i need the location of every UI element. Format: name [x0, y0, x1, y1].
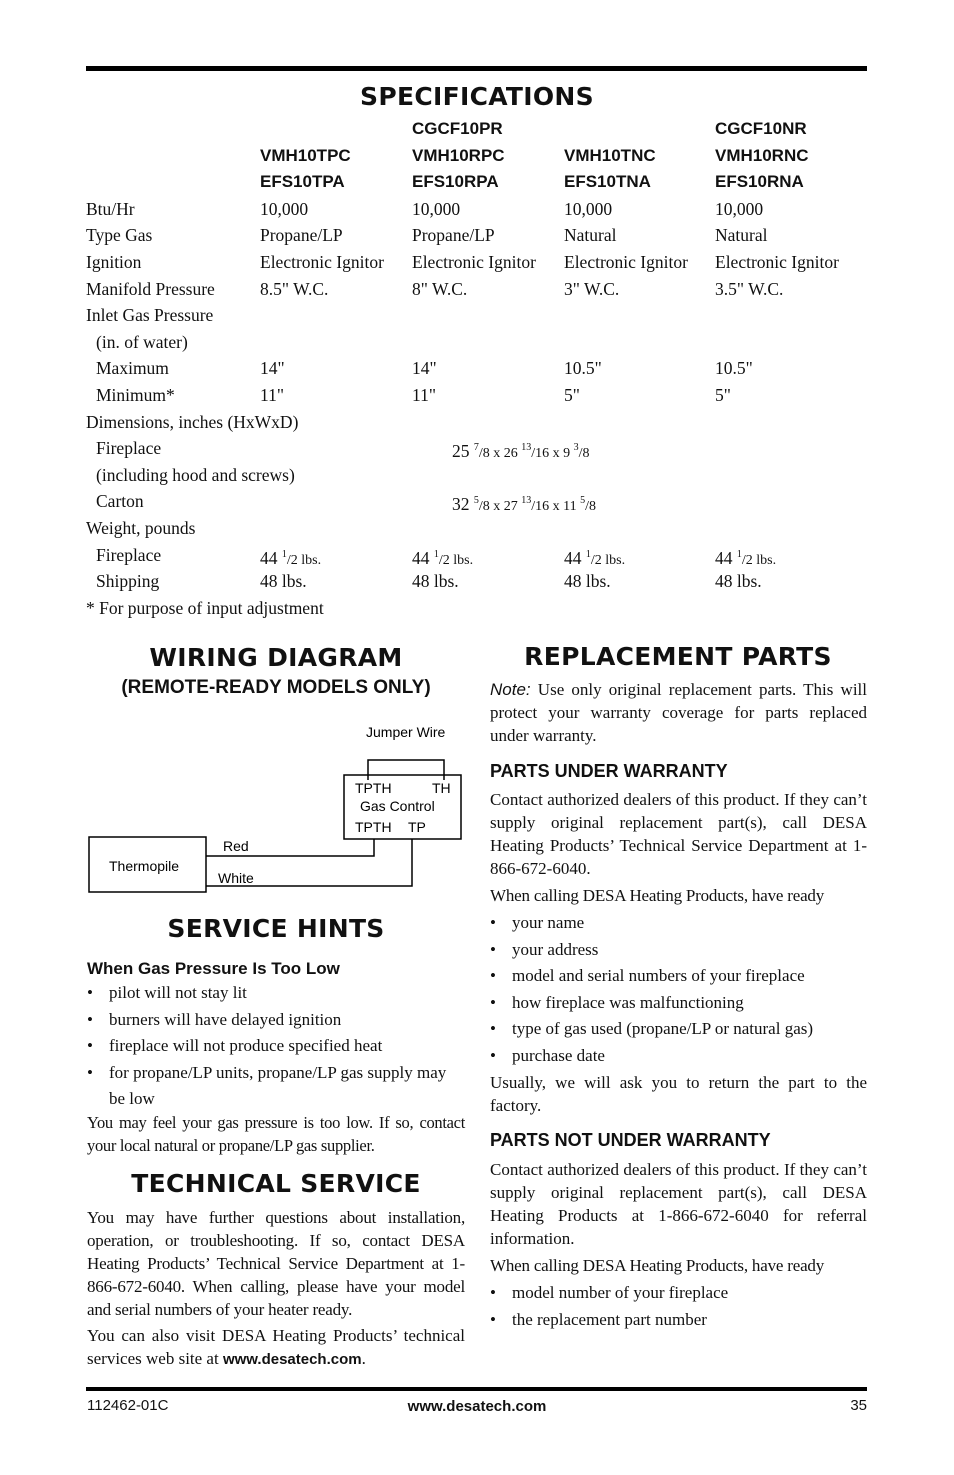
spec-value: 3" W.C. — [564, 278, 620, 299]
spec-label: Ignition — [86, 252, 142, 272]
spec-value: 10,000 — [260, 198, 309, 219]
weight-shipping-value: 48 lbs. — [412, 571, 459, 592]
list-item: • model number of your fireplace — [490, 1280, 867, 1307]
technical-service-paragraph-1: You may have further questions about installation, operation, or troubleshooting. If so, contact DESA Heating Products’ Technical Service Department at 1-866-672-6040. When calling, please have your model and serial numbers of your heater ready. — [87, 1208, 465, 1319]
weight-fireplace-value-part: /2 lbs. — [741, 552, 777, 568]
spec-value: Electronic Ignitor — [564, 252, 688, 272]
weight-fireplace-value-part: 44 — [412, 547, 434, 568]
spec-value: 10.5" — [564, 358, 602, 379]
list-item: • pilot will not stay lit — [87, 980, 465, 1007]
model-number: VMH10TNC — [564, 145, 656, 165]
spec-row — [86, 276, 867, 302]
th-label: TH — [432, 780, 451, 796]
parts-under-warranty-title: PARTS UNDER WARRANTY — [490, 761, 728, 781]
list-item: • the replacement part number — [490, 1307, 867, 1334]
weight-shipping-value: 48 lbs. — [715, 571, 762, 592]
spec-row — [86, 196, 867, 222]
service-hints-list — [87, 980, 465, 1113]
model-number: VMH10RPC — [412, 145, 505, 165]
dims-carton-value-part: 32 — [452, 494, 474, 515]
spec-value: Natural — [564, 225, 617, 246]
dims-carton-value-part: /8 — [585, 499, 597, 515]
spec-value: 8.5" W.C. — [260, 278, 329, 299]
spec-value: 5" — [715, 385, 731, 405]
desatech-link[interactable]: www.desatech.com — [222, 1351, 362, 1368]
dims-carton-value-part: /8 x 27 — [478, 499, 522, 515]
parts-not-under-warranty-ready: When calling DESA Heating Products, have ready — [490, 1256, 825, 1275]
list-item: • your name — [490, 910, 867, 937]
period: . — [361, 1349, 366, 1368]
white-wire-label: White — [218, 870, 254, 886]
parts-under-warranty-list — [490, 910, 867, 1069]
dims-fireplace-value-part: /8 x 26 — [478, 446, 522, 462]
weight-fireplace-row — [86, 542, 867, 568]
parts-under-warranty-ready: When calling DESA Heating Products, have ready — [490, 886, 825, 905]
parts-not-under-warranty-title: PARTS NOT UNDER WARRANTY — [490, 1130, 771, 1150]
wiring-diagram — [86, 720, 476, 900]
service-hints-subtitle: When Gas Pressure Is Too Low — [87, 959, 340, 978]
service-hints-title: SERVICE HINTS — [167, 914, 385, 943]
spec-value: Natural — [715, 225, 768, 246]
dims-carton-label: Carton — [96, 491, 144, 512]
weight-fireplace-value-part: 1 — [736, 548, 742, 560]
dims-carton-value-part: /16 x 11 — [531, 499, 581, 515]
spec-label: (in. of water) — [96, 331, 188, 352]
dims-carton-value-part: 13 — [521, 495, 532, 507]
dims-fireplace-value-part: /8 — [578, 446, 590, 462]
spec-value: 14" — [412, 358, 437, 379]
spec-value: 14" — [260, 358, 285, 379]
model-header-row — [86, 116, 867, 142]
spec-value: Electronic Ignitor — [715, 252, 839, 272]
spec-value: 10.5" — [715, 358, 753, 379]
model-header-row — [86, 143, 867, 169]
weight-fireplace-value-part: 1 — [281, 548, 287, 560]
weight-fireplace-value-part: 1 — [585, 548, 591, 560]
spec-label: Maximum — [96, 358, 169, 379]
wiring-diagram-title: WIRING DIAGRAM — [149, 643, 403, 672]
spec-row — [86, 329, 867, 355]
dims-fireplace-note: (including hood and screws) — [96, 464, 295, 485]
weight-row — [86, 515, 867, 541]
dims-carton-value-part: 5 — [473, 495, 479, 507]
parts-under-warranty-paragraph: Contact authorized dealers of this product. If they can’t supply original replacement part(s), call DESA Heating Products’ Technical Service Department at 1-866-672-6040. — [490, 790, 867, 878]
spec-row — [86, 382, 867, 408]
bottom-rule — [86, 1387, 867, 1391]
model-number: VMH10TPC — [260, 145, 351, 165]
note-text: Use only original replacement parts. This will protect your warranty coverage for parts replaced under warranty. — [490, 680, 867, 745]
spec-row — [86, 409, 867, 435]
list-item: • purchase date — [490, 1043, 867, 1070]
spec-value: 11" — [260, 385, 284, 405]
spec-value: 3.5" W.C. — [715, 278, 784, 299]
spec-label: Minimum* — [96, 385, 175, 405]
weight-shipping-label: Shipping — [96, 571, 160, 592]
list-item: • model and serial numbers of your fireplace — [490, 963, 867, 990]
weight-fireplace-value-part: 44 — [564, 547, 586, 568]
list-item: • burners will have delayed ignition — [87, 1007, 465, 1034]
model-number: CGCF10PR — [412, 119, 503, 138]
weight-fireplace-value-part: /2 lbs. — [438, 552, 474, 568]
model-number: EFS10TPA — [260, 172, 345, 192]
spec-row — [86, 249, 867, 275]
parts-not-under-warranty-list — [490, 1280, 867, 1333]
dims-fireplace-value-part: /16 x 9 — [531, 446, 574, 462]
top-rule — [86, 66, 867, 71]
list-item: • type of gas used (propane/LP or natural gas) — [490, 1016, 867, 1043]
model-header-row — [86, 169, 867, 195]
note-label: Note: — [490, 680, 531, 699]
dims-fireplace-value-part: 3 — [573, 442, 579, 454]
technical-service-text: You can also visit DESA Heating Products’ technical services web site at — [87, 1326, 465, 1368]
model-number: CGCF10NR — [715, 119, 807, 138]
weight-shipping-row — [86, 568, 867, 594]
jumper-wire — [368, 760, 444, 780]
weight-fireplace-value-part: 44 — [715, 547, 737, 568]
tpth-bottom-label: TPTH — [355, 819, 392, 835]
wiring-diagram-subtitle: (REMOTE-READY MODELS ONLY) — [121, 677, 431, 698]
technical-service-title: TECHNICAL SERVICE — [131, 1169, 421, 1198]
model-number: EFS10RNA — [715, 172, 804, 192]
parts-return-note: Usually, we will ask you to return the part to the factory. — [490, 1073, 867, 1115]
document-number: 112462-01C — [87, 1397, 169, 1414]
weight-shipping-value: 48 lbs. — [564, 571, 611, 592]
weight-fireplace-label: Fireplace — [96, 544, 162, 565]
technical-service-paragraph-2 — [87, 1324, 465, 1371]
spec-row — [86, 222, 867, 248]
replacement-note — [490, 678, 867, 747]
dims-note-row — [86, 462, 867, 488]
tpth-top-label: TPTH — [355, 780, 392, 796]
weight-fireplace-value-part: /2 lbs. — [286, 552, 322, 568]
spec-footnote: * For purpose of input adjustment — [86, 597, 324, 618]
weight-fireplace-value-part: /2 lbs. — [590, 552, 626, 568]
service-hints-note: You may feel your gas pressure is too low. If so, contact your local natural or propane/LP gas supplier. — [87, 1113, 465, 1155]
list-item: • how fireplace was malfunctioning — [490, 990, 867, 1017]
spec-value: 11" — [412, 385, 436, 405]
page-number: 35 — [850, 1397, 867, 1414]
weight-label: Weight, pounds — [86, 518, 196, 538]
spec-value: Electronic Ignitor — [412, 252, 536, 272]
spec-label: Dimensions, inches (HxWxD) — [86, 411, 299, 432]
replacement-parts-title: REPLACEMENT PARTS — [524, 642, 832, 671]
spec-label: Manifold Pressure — [86, 278, 215, 299]
dims-fireplace-value-part: 7 — [473, 442, 479, 454]
spec-label: Type Gas — [86, 225, 153, 246]
weight-shipping-value: 48 lbs. — [260, 571, 307, 592]
thermopile-label: Thermopile — [109, 858, 180, 874]
dims-carton-row — [86, 488, 867, 514]
spec-value: Propane/LP — [412, 225, 495, 246]
spec-value: 10,000 — [564, 198, 613, 219]
dims-fireplace-row — [86, 435, 867, 461]
dims-carton-value-part: 5 — [580, 495, 586, 507]
jumper-wire-label: Jumper Wire — [366, 724, 446, 740]
tp-label: TP — [408, 819, 426, 835]
spec-value: 5" — [564, 385, 580, 405]
model-number: EFS10RPA — [412, 172, 499, 192]
gas-control-label: Gas Control — [360, 798, 435, 814]
model-number: VMH10RNC — [715, 145, 809, 165]
red-wire-label: Red — [223, 838, 249, 854]
footnote-row — [86, 595, 867, 621]
footer-website[interactable]: www.desatech.com — [407, 1398, 547, 1415]
list-item: • for propane/LP units, propane/LP gas supply may be low — [87, 1060, 465, 1113]
spec-label: Btu/Hr — [86, 198, 135, 219]
dims-fireplace-label: Fireplace — [96, 438, 162, 459]
spec-row — [86, 355, 867, 381]
weight-fireplace-value-part: 1 — [433, 548, 439, 560]
spec-value: Propane/LP — [260, 225, 343, 246]
dims-fireplace-value-part: 25 — [452, 441, 474, 462]
dims-fireplace-value-part: 13 — [521, 442, 532, 454]
spec-value: 8" W.C. — [412, 278, 468, 299]
spec-label: Inlet Gas Pressure — [86, 305, 214, 326]
list-item: • fireplace will not produce specified heat — [87, 1033, 465, 1060]
spec-value: 10,000 — [412, 198, 461, 219]
weight-fireplace-value-part: 44 — [260, 547, 282, 568]
spec-value: Electronic Ignitor — [260, 252, 384, 272]
list-item: • your address — [490, 937, 867, 964]
parts-not-under-warranty-paragraph: Contact authorized dealers of this product. If they can’t supply original replacement part(s), call DESA Heating Products at 1-866-672-6040 for referral information. — [490, 1160, 867, 1248]
specifications-title: SPECIFICATIONS — [360, 82, 594, 111]
spec-row — [86, 302, 867, 328]
model-number: EFS10TNA — [564, 172, 651, 192]
spec-value: 10,000 — [715, 198, 764, 219]
